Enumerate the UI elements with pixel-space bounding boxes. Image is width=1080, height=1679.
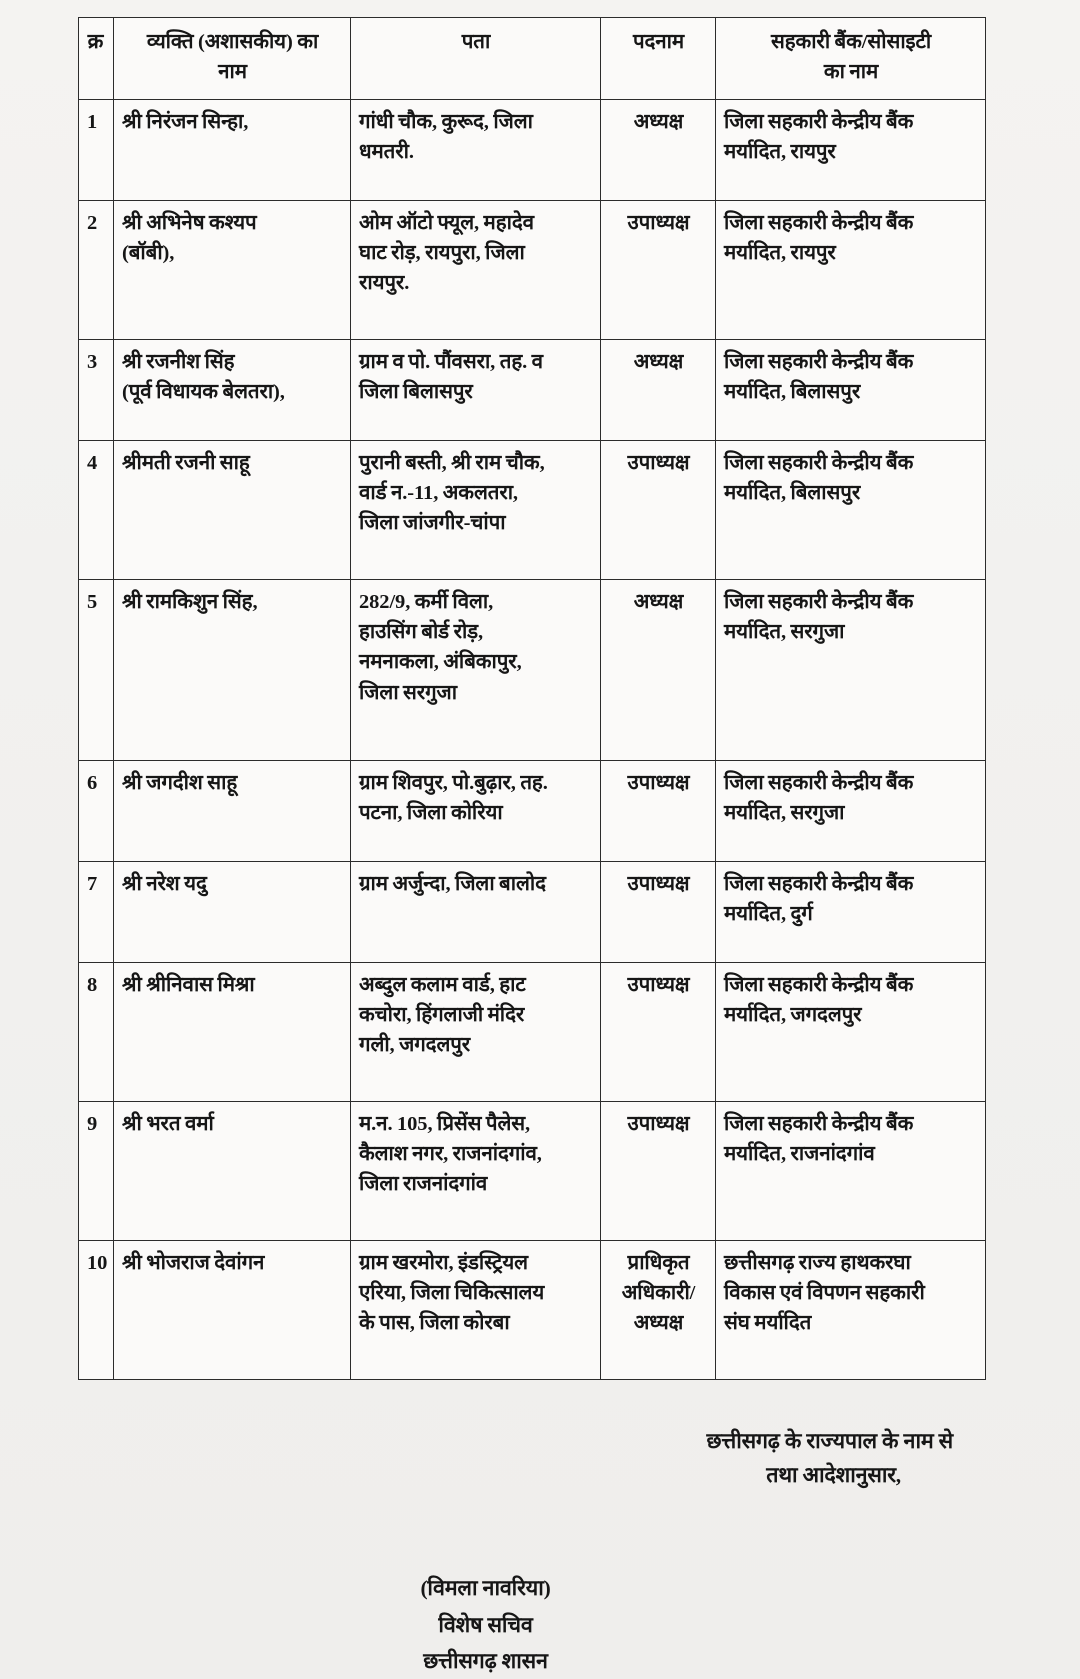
cell-line: एरिया, जिला चिकित्सालय [359,1281,545,1304]
cell-address [351,339,601,440]
cell-line: उपाध्यक्ष [627,451,690,474]
cell-person-name [114,579,351,760]
cell-line: ग्राम शिवपुर, पो.बुढ़ार, तह. [359,771,548,794]
cell-post [601,861,716,962]
cell-line: अध्यक्ष [633,590,684,613]
column-header-serial-number: क्र [79,18,114,100]
cell-line: छत्तीसगढ़ राज्य हाथकरघा [724,1251,911,1274]
cell-line: ओम ऑटो फ्यूल, महादेव [359,211,534,234]
cell-line: जिला बिलासपुर [359,380,473,403]
cell-line: जिला सहकारी केन्द्रीय बैंक [724,110,914,133]
cell-serial-number: 6 [79,760,114,861]
cell-serial-number: 5 [79,579,114,760]
cell-address [351,200,601,339]
cell-post [601,1101,716,1240]
cell-line: जिला राजनांदगांव [359,1173,488,1196]
cell-address [351,1101,601,1240]
cell-person-name [114,962,351,1101]
order-authority-block [78,1424,985,1493]
cell-line: नमनाकला, अंबिकापुर, [359,651,522,674]
cell-line: श्री रामकिशुन सिंह, [122,590,258,613]
cell-bank-society [716,200,986,339]
order-authority-line1: छत्तीसगढ़ के राज्यपाल के नाम से [706,1428,953,1453]
cell-line: श्री निरंजन सिन्हा, [122,110,249,133]
cell-line: मर्यादित, रायपुर [724,140,836,163]
column-header-address: पता [351,18,601,100]
cell-line: पटना, जिला कोरिया [359,801,503,824]
cell-bank-society [716,760,986,861]
cell-person-name [114,440,351,579]
cell-line: उपाध्यक्ष [627,1112,690,1135]
table-row [79,1101,986,1240]
cell-bank-society [716,440,986,579]
cell-address [351,1240,601,1379]
cell-person-name [114,861,351,962]
column-header-person-name [114,18,351,100]
table-row [79,99,986,200]
table-row [79,579,986,760]
cell-line: मर्यादित, राजनांदगांव [724,1142,875,1165]
cell-serial-number: 4 [79,440,114,579]
cell-line: अध्यक्ष [633,1312,684,1335]
table-row [79,1240,986,1379]
cell-line: मर्यादित, बिलासपुर [724,481,861,504]
column-header-bank-society-line2: का नाम [823,61,879,84]
cell-line: अब्दुल कलाम वार्ड, हाट [359,973,526,996]
cell-line: गांधी चौक, कुरूद, जिला [359,110,533,133]
cell-line: उपाध्यक्ष [627,771,690,794]
cell-line: ग्राम अर्जुन्दा, जिला बालोद [359,872,546,895]
column-header-bank-society-line1: सहकारी बैंक/सोसाइटी [770,31,932,53]
cell-line: जिला सहकारी केन्द्रीय बैंक [724,211,914,234]
cell-post [601,200,716,339]
cell-line: म.न. 105, प्रिसेंस पैलेस, [359,1112,531,1135]
cell-line: जिला जांजगीर-चांपा [359,512,506,535]
cell-line: जिला सहकारी केन्द्रीय बैंक [724,771,914,794]
cell-line: जिला सहकारी केन्द्रीय बैंक [724,872,914,895]
cell-line: घाट रोड़, रायपुरा, जिला [359,241,525,264]
cell-line: उपाध्यक्ष [627,973,690,996]
cell-line: श्री भोजराज देवांगन [122,1251,265,1274]
cell-post [601,440,716,579]
cell-line: कचोरा, हिंगलाजी मंदिर [359,1003,525,1026]
cell-person-name [114,99,351,200]
cell-line: धमतरी. [359,140,414,163]
cell-line: प्राधिकृत [627,1251,690,1274]
cell-line: मर्यादित, सरगुजा [724,801,845,824]
cell-line: (पूर्व विधायक बेलतरा), [122,380,285,403]
cell-line: अध्यक्ष [633,350,684,373]
table-row [79,760,986,861]
cell-line: श्री जगदीश साहू [122,771,238,794]
cell-bank-society [716,1240,986,1379]
cell-line: गली, जगदलपुर [359,1034,471,1057]
cell-person-name [114,200,351,339]
cell-line: मर्यादित, सरगुजा [724,620,845,643]
signatory-designation: विशेष सचिव [438,1612,533,1637]
cell-line: श्रीमती रजनी साहू [122,451,250,474]
signature-block [78,1570,985,1678]
signatory-name: (विमला नावरिया) [420,1576,551,1601]
cell-line: जिला सहकारी केन्द्रीय बैंक [724,350,914,373]
table-row [79,200,986,339]
signatory-government: छत्तीसगढ़ शासन [423,1648,548,1673]
cell-bank-society [716,962,986,1101]
cell-line: मर्यादित, जगदलपुर [724,1003,862,1026]
cell-line: श्री भरत वर्मा [122,1112,214,1135]
cell-line: कैलाश नगर, राजनांदगांव, [359,1142,542,1165]
cell-person-name [114,760,351,861]
cell-serial-number: 7 [79,861,114,962]
cell-bank-society [716,579,986,760]
cell-serial-number: 8 [79,962,114,1101]
cell-serial-number: 3 [79,339,114,440]
cell-line: मर्यादित, बिलासपुर [724,380,861,403]
cell-post [601,1240,716,1379]
cell-line: जिला सहकारी केन्द्रीय बैंक [724,590,914,613]
cell-address [351,579,601,760]
cell-line: जिला सहकारी केन्द्रीय बैंक [724,973,914,996]
cell-line: संघ मर्यादित [724,1312,812,1335]
table-body [79,99,986,1379]
column-header-person-name-line2: नाम [218,61,247,84]
cell-person-name [114,1101,351,1240]
cell-line: श्री अभिनेष कश्यप [122,211,257,234]
cell-bank-society [716,99,986,200]
table-row [79,962,986,1101]
cell-post [601,99,716,200]
cell-post [601,579,716,760]
table-header-row [79,18,986,100]
cell-line: 282/9, कर्मी विला, [359,590,494,613]
cell-line: अधिकारी/ [621,1281,696,1304]
cell-line: के पास, जिला कोरबा [359,1312,510,1335]
appointees-table [78,17,986,1380]
cell-line: ग्राम खरमोरा, इंडस्ट्रियल [359,1251,528,1274]
cell-line: वार्ड न.-11, अकलतरा, [359,481,518,504]
order-authority-line2: तथा आदेशानुसार, [766,1463,901,1488]
cell-serial-number: 10 [79,1240,114,1379]
cell-line: हाउसिंग बोर्ड रोड़, [359,620,484,643]
cell-line: मर्यादित, रायपुर [724,241,836,264]
cell-line: श्री नरेश यदु [122,872,207,895]
cell-address [351,861,601,962]
column-header-bank-society [716,18,986,100]
cell-bank-society [716,339,986,440]
cell-person-name [114,339,351,440]
table-header [79,18,986,100]
cell-line: जिला सहकारी केन्द्रीय बैंक [724,1112,914,1135]
cell-line: जिला सरगुजा [359,681,457,704]
cell-post [601,962,716,1101]
cell-line: (बॉबी), [122,241,175,264]
cell-post [601,760,716,861]
cell-line: रायपुर. [359,272,410,295]
cell-line: उपाध्यक्ष [627,872,690,895]
cell-line: अध्यक्ष [633,110,684,133]
cell-line: विकास एवं विपणन सहकारी [724,1281,925,1304]
cell-line: श्री श्रीनिवास मिश्रा [122,973,255,996]
cell-line: उपाध्यक्ष [627,211,690,234]
cell-bank-society [716,1101,986,1240]
cell-line: जिला सहकारी केन्द्रीय बैंक [724,451,914,474]
column-header-person-name-line1: व्यक्ति (अशासकीय) का [146,31,319,53]
table-row [79,440,986,579]
cell-serial-number: 2 [79,200,114,339]
cell-line: ग्राम व पो. पौंवसरा, तह. व [359,350,543,373]
cell-serial-number: 9 [79,1101,114,1240]
cell-line: श्री रजनीश सिंह [122,350,235,373]
table-row [79,861,986,962]
cell-post [601,339,716,440]
cell-address [351,440,601,579]
cell-address [351,760,601,861]
cell-line: पुरानी बस्ती, श्री राम चौक, [359,451,545,474]
cell-line: मर्यादित, दुर्ग [724,902,813,925]
cell-address [351,962,601,1101]
cell-person-name [114,1240,351,1379]
cell-bank-society [716,861,986,962]
column-header-post: पदनाम [601,18,716,100]
cell-address [351,99,601,200]
table-row [79,339,986,440]
cell-serial-number: 1 [79,99,114,200]
